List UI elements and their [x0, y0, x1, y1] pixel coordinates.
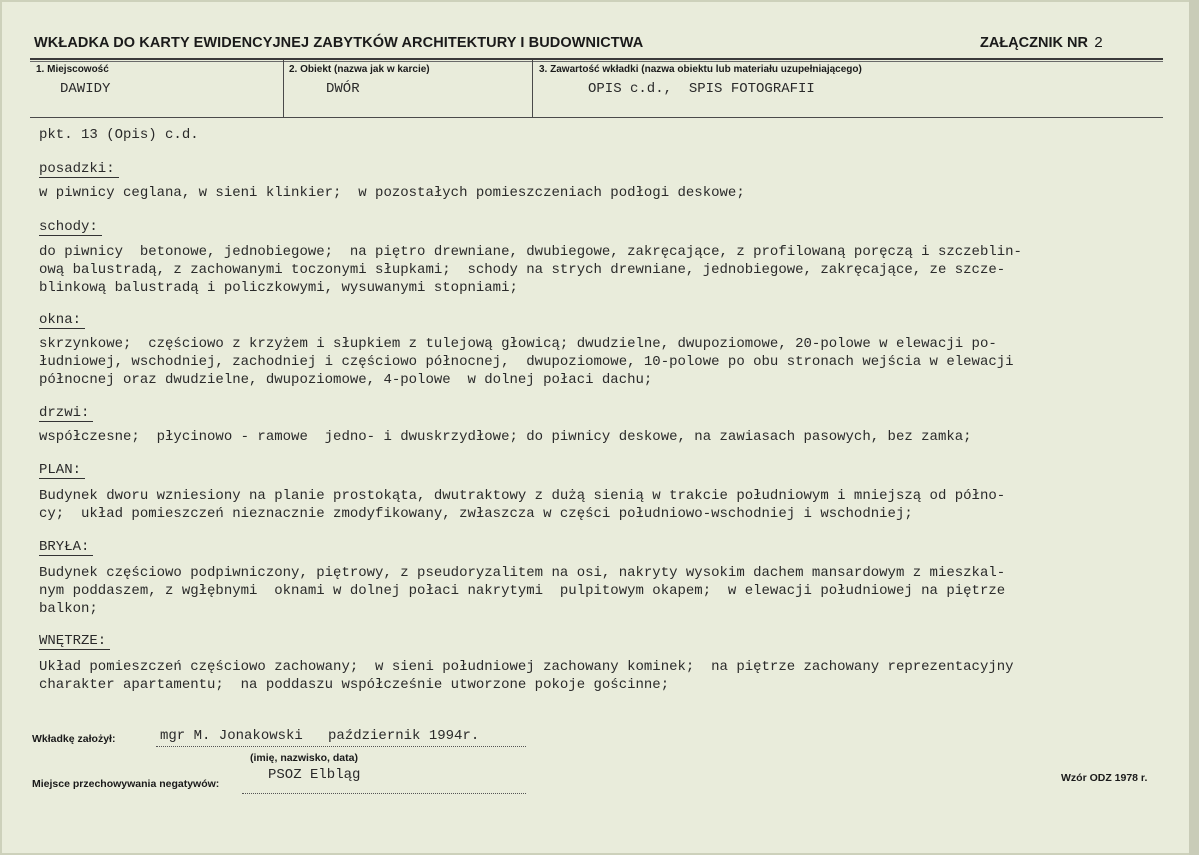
card-edge [1189, 0, 1199, 855]
field-divider [283, 60, 284, 118]
storage-value: PSOZ Elbląg [268, 767, 361, 783]
section-heading-massing: BRYŁA: [39, 539, 93, 556]
author-value: mgr M. Jonakowski październik 1994r. [160, 728, 480, 744]
section-line: północnej oraz dwudzielne, dwupoziomowe, 4-polowe w dolnej połaci dachu; [39, 372, 653, 388]
section-line: do piwnicy betonowe, jednobiegowe; na piętro drewniane, dwubiegowe, zakręcające, z profilowaną poręczą i szczeblin- [39, 244, 1022, 260]
annex-label [980, 35, 1103, 52]
section-line: Budynek częściowo podpiwniczony, piętrowy, z pseudoryzalitem na osi, nakryty wysokim dachem mansardowym z mieszkal- [39, 565, 1006, 581]
locality-label: 1. Miejscowość [36, 64, 109, 75]
field-divider [532, 60, 533, 118]
form-model-label: Wzór ODZ 1978 r. [1061, 772, 1148, 784]
section-line: cy; układ pomieszczeń nieznacznie zmodyfikowany, zwłaszcza w części południowo-wschodniej i wschodniej; [39, 506, 913, 522]
section-line: blinkową balustradą i policzkowymi, wysuwanymi stopniami; [39, 280, 518, 296]
annex-label-text: ZAŁĄCZNIK NR [980, 35, 1088, 51]
section-line: charakter apartamentu; na poddaszu współcześnie utworzone pokoje gościnne; [39, 677, 670, 693]
header-rule [30, 58, 1163, 60]
author-dotted-line [156, 746, 526, 747]
section-heading-windows: okna: [39, 312, 85, 329]
section-line: ową balustradą, z zachowanymi toczonymi słupkami; schody na strych drewniane, jednobiegowe, zakręcające, ze szcze- [39, 262, 1006, 278]
annex-number: 2 [1093, 35, 1103, 52]
section-line: skrzynkowe; częściowo z krzyżem i słupkiem z tulejową głowicą; dwudzielne, dwupoziomowe, 20-polowe w elewacji po- [39, 336, 997, 352]
locality-value: DAWIDY [60, 81, 111, 97]
section-heading-stairs: schody: [39, 219, 102, 236]
section-line: nym poddaszem, z wgłębnymi oknami w dolnej połaci nakrytymi pulpitowym okapem; w elewacji południowej na piętrze [39, 583, 1006, 599]
section-line: łudniowej, wschodniej, zachodniej i częściowo północnej, dwupoziomowe, 10-polowe po obu stronach wejścia w elewacji [39, 354, 1014, 370]
author-hint: (imię, nazwisko, data) [250, 752, 358, 764]
content-label: 3. Zawartość wkładki (nazwa obiektu lub materiału uzupełniającego) [539, 64, 862, 75]
fields-rule [30, 117, 1163, 118]
section-line: współczesne; płycinowo - ramowe jedno- i dwuskrzydłowe; do piwnicy deskowe, na zawiasach pasowych, bez zamka; [39, 429, 972, 445]
content-value: OPIS c.d., SPIS FOTOGRAFII [588, 81, 815, 97]
intro-line: pkt. 13 (Opis) c.d. [39, 127, 199, 143]
storage-dotted-line [242, 793, 526, 794]
section-heading-interior: WNĘTRZE: [39, 633, 110, 650]
storage-label: Miejsce przechowywania negatywów: [32, 778, 220, 790]
author-label: Wkładkę założył: [32, 733, 116, 745]
section-heading-floors: posadzki: [39, 161, 119, 178]
section-line: balkon; [39, 601, 98, 617]
section-line: w piwnicy ceglana, w sieni klinkier; w pozostałych pomieszczeniach podłogi deskowe; [39, 185, 745, 201]
section-line: Układ pomieszczeń częściowo zachowany; w sieni południowej zachowany kominek; na piętrze zachowany reprezentacyjny [39, 659, 1014, 675]
section-heading-doors: drzwi: [39, 405, 93, 422]
header-rule-thin [30, 61, 1163, 62]
section-line: Budynek dworu wzniesiony na planie prostokąta, dwutraktowy z dużą sienią w trakcie południowym i mniejszą od półno- [39, 488, 1006, 504]
object-value: DWÓR [326, 81, 360, 97]
form-title: WKŁADKA DO KARTY EWIDENCYJNEJ ZABYTKÓW ARCHITEKTURY I BUDOWNICTWA [34, 35, 644, 51]
object-label: 2. Obiekt (nazwa jak w karcie) [289, 64, 430, 75]
section-heading-plan: PLAN: [39, 462, 85, 479]
